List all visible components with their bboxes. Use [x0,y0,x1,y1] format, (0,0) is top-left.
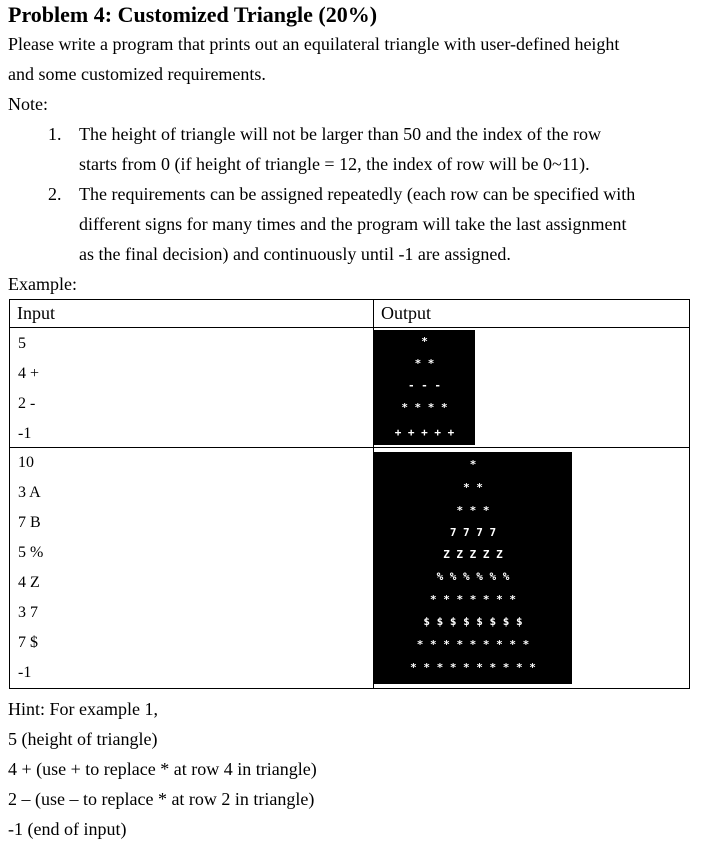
input-line: 7 B [18,514,41,531]
output-row: $ $ $ $ $ $ $ $ [423,615,523,628]
output-row: % % % % % % [436,570,510,583]
note-label: Note: [8,94,48,114]
example-1-input [10,328,374,448]
note-1-line-1: The height of triangle will not be larger than 50 and the index of the row [79,124,602,144]
hint-line: 2 – (use – to replace * at row 2 in triangle) [8,789,315,809]
note-2-line-2: different signs for many times and the program will take the last assignment [79,214,627,234]
example-2-output [374,448,690,689]
input-line: 7 $ [18,634,38,651]
problem-title: Problem 4: Customized Triangle (20%) [8,2,378,27]
note-number: 1. [48,124,62,144]
example-label: Example: [8,274,77,294]
input-line: 2 - [18,395,36,412]
input-line: 3 7 [18,604,38,621]
input-line: -1 [18,425,32,442]
output-row: * * * * * * * * * * [410,661,536,674]
input-line: 5 [18,335,26,352]
example-2-input [10,448,374,689]
output-row: * * * * * * * * * [416,638,530,651]
intro-line-2: and some customized requirements. [8,64,266,84]
input-line: -1 [18,664,32,681]
output-row: * * [414,357,435,370]
note-1-line-2: starts from 0 (if height of triangle = 12, the index of row will be 0~11). [79,154,590,174]
output-row: * [469,458,477,471]
output-row: * * * [456,504,490,517]
note-2-line-3: as the final decision) and continuously until -1 are assigned. [79,244,511,264]
note-number: 2. [48,184,62,204]
input-line: 10 [18,454,34,471]
output-row: + + + + + [394,426,455,439]
example-1-output [374,328,690,448]
example-table [9,299,690,689]
intro-line-1: Please write a program that prints out an equilateral triangle with user-defined height [8,34,620,54]
input-header: Input [17,303,55,323]
output-row: * * [463,481,483,494]
hint-line: -1 (end of input) [8,819,127,839]
note-2-line-1: The requirements can be assigned repeatedly (each row can be specified with [79,184,636,204]
output-row: 7 7 7 7 [449,526,497,539]
output-header-cell [374,300,690,328]
terminal-output [374,452,572,684]
input-line: 4 + [18,365,40,382]
input-line: 5 % [18,544,44,561]
output-row: * * * * * * * [429,593,517,606]
input-header-cell [10,300,374,328]
output-row: * * * * [401,401,448,414]
output-row: - - - [407,379,442,392]
hint-line: 5 (height of triangle) [8,729,158,749]
hint-line: 4 + (use + to replace * at row 4 in triangle) [8,759,317,779]
input-line: 4 Z [18,574,40,591]
hint-line: Hint: For example 1, [8,699,158,719]
output-row: * [421,335,428,348]
output-header: Output [381,303,432,323]
input-line: 3 A [18,484,41,501]
output-row: Z Z Z Z Z [443,548,503,561]
terminal-output [374,330,475,445]
